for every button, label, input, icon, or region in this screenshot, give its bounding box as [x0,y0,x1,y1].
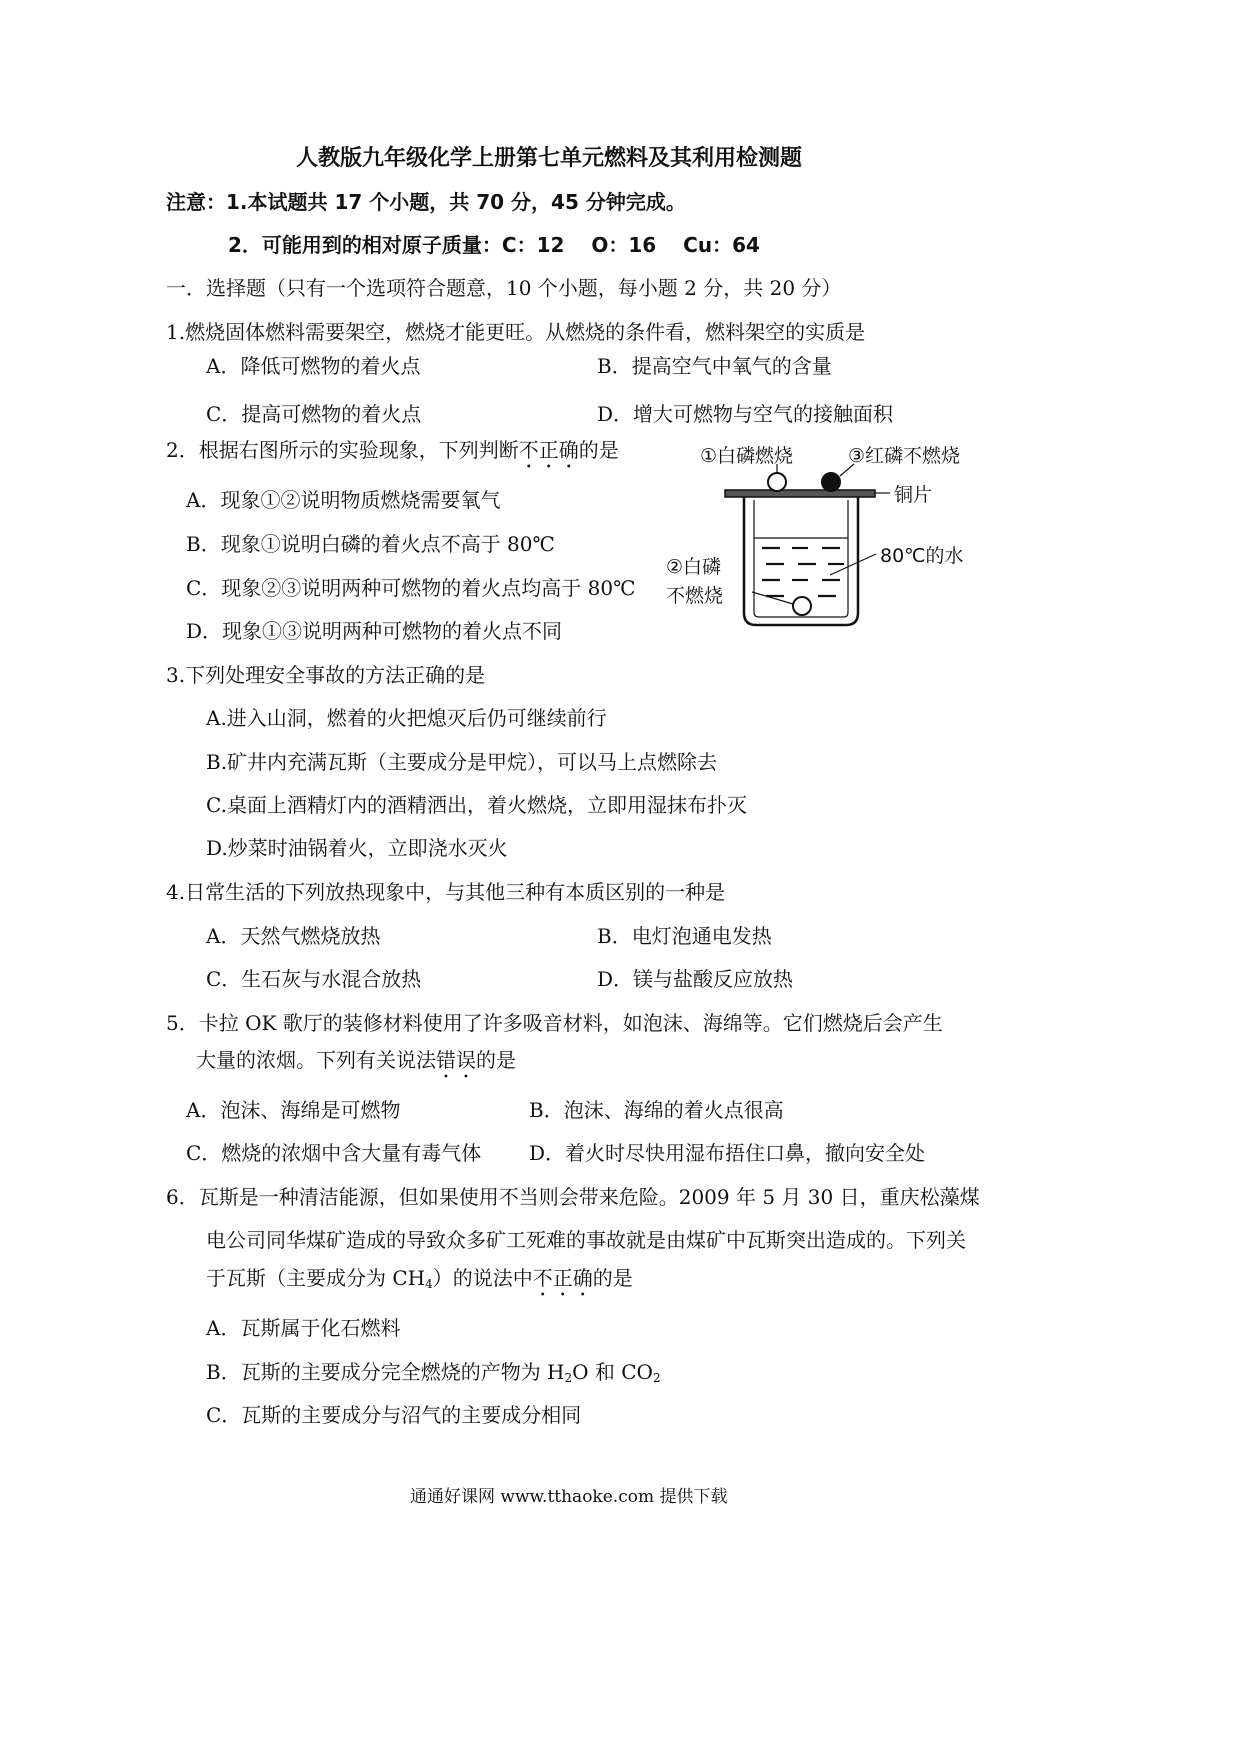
section-1-heading: 一．选择题（只有一个选项符合题意，10 个小题，每小题 2 分，共 20 分） [166,276,842,300]
fig-label-water: 80℃的水 [880,545,964,567]
q3-option-a: A.进入山洞，燃着的火把熄灭后仍可继续前行 [206,706,607,730]
page-footer: 通通好课网 www.tthaoke.com 提供下载 [410,1487,728,1507]
q5-stem-text: 大量的浓烟。下列有关说法 [196,1048,436,1072]
q6-stem-emphasis: 不正确 [532,1266,593,1290]
q5-stem-emphasis: 错误 [436,1048,476,1072]
q4-option-d: D．镁与盐酸反应放热 [597,967,794,991]
q2-stem-end: 的是 [578,438,619,462]
q5-stem-line1: 5．卡拉 OK 歌厅的装修材料使用了许多吸音材料，如泡沫、海绵等。它们燃烧后会产生 [166,1011,943,1035]
white-phosphorus-underwater [793,597,811,615]
water-dashes [762,548,844,596]
copper-plate [725,490,875,497]
q5-option-b: B．泡沫、海绵的着火点很高 [529,1098,784,1122]
q6-option-b-mid: O 和 CO [572,1360,653,1384]
q6-stem-text: 于瓦斯（主要成分为 CH [206,1266,426,1290]
q6-option-a: A．瓦斯属于化石燃料 [206,1316,401,1340]
white-phosphorus-top [768,473,786,491]
fig-label-copper: 铜片 [894,484,933,506]
page-title: 人教版九年级化学上册第七单元燃料及其利用检测题 [296,146,803,171]
q2-option-c: C．现象②③说明两种可燃物的着火点均高于 80℃ [186,576,636,600]
q6-option-b-sub1: 2 [564,1371,573,1385]
q2-stem-text: 2．根据右图所示的实验现象，下列判断 [166,438,519,462]
fig-label-red-phosphorus: ③红磷不燃烧 [848,445,961,467]
q1-stem: 1.燃烧固体燃料需要架空，燃烧才能更旺。从燃烧的条件看，燃料架空的实质是 [166,320,866,344]
q6-option-b-sub2: 2 [652,1371,661,1385]
q6-option-b-text: B．瓦斯的主要成分完全燃烧的产物为 H [206,1360,565,1384]
fig-label-white-phosphorus-burning: ①白磷燃烧 [700,445,794,467]
q4-option-b: B．电灯泡通电发热 [597,924,772,948]
q6-stem-end: 的是 [592,1266,633,1290]
q6-stem-line3 [206,1266,633,1301]
q4-option-a: A．天然气燃烧放热 [206,924,381,948]
q3-option-c: C.桌面上酒精灯内的酒精洒出，着火燃烧，立即用湿抹布扑灭 [206,793,747,817]
q2-stem [166,438,619,473]
q6-subscript: 4 [425,1277,433,1291]
q6-stem-line1: 6．瓦斯是一种清洁能源，但如果使用不当则会带来危险。2009 年 5 月 30 日，重庆松藻煤 [166,1185,980,1209]
q4-stem: 4.日常生活的下列放热现象中，与其他三种有本质区别的一种是 [166,880,726,904]
q6-option-c: C．瓦斯的主要成分与沼气的主要成分相同 [206,1403,582,1427]
notice-line-2: 2．可能用到的相对原子质量：C：12 O：16 Cu：64 [228,233,760,257]
red-phosphorus [822,473,840,491]
q1-option-d: D．增大可燃物与空气的接触面积 [597,402,894,426]
q3-stem: 3.下列处理安全事故的方法正确的是 [166,663,486,687]
label2-pointer [752,592,793,604]
q5-option-d: D．着火时尽快用湿布捂住口鼻，撤向安全处 [529,1141,926,1165]
notice-line-1: 注意：1.本试题共 17 个小题，共 70 分，45 分钟完成。 [166,190,686,214]
q5-option-c: C．燃烧的浓烟中含大量有毒气体 [186,1141,482,1165]
phosphorus-combustion-figure [640,430,980,640]
q3-option-b: B.矿井内充满瓦斯（主要成分是甲烷），可以马上点燃除去 [206,750,718,774]
fig-label-2-line1: ②白磷 [666,556,722,578]
q3-option-d: D.炒菜时油锅着火，立即浇水灭火 [206,836,508,860]
label3-pointer [840,464,854,476]
q2-option-d: D．现象①③说明两种可燃物的着火点不同 [186,619,563,643]
q6-stem-mid: ）的说法中 [432,1266,533,1290]
q5-stem-end: 的是 [476,1048,516,1072]
q1-option-c: C．提高可燃物的着火点 [206,402,422,426]
q5-stem-line2 [196,1048,516,1083]
q1-option-a: A．降低可燃物的着火点 [206,354,421,378]
q5-option-a: A．泡沫、海绵是可燃物 [186,1098,401,1122]
q2-option-b: B．现象①说明白磷的着火点不高于 80℃ [186,532,555,556]
q1-option-b: B．提高空气中氧气的含量 [597,354,832,378]
q6-stem-line2: 电公司同华煤矿造成的导致众多矿工死难的事故就是由煤矿中瓦斯突出造成的。下列关 [206,1228,966,1252]
q6-option-b [206,1360,661,1384]
fig-label-2-line2: 不燃烧 [666,585,724,607]
q2-option-a: A．现象①②说明物质燃烧需要氧气 [186,488,501,512]
q4-option-c: C．生石灰与水混合放热 [206,967,422,991]
q2-stem-emphasis: 不正确 [518,438,579,462]
